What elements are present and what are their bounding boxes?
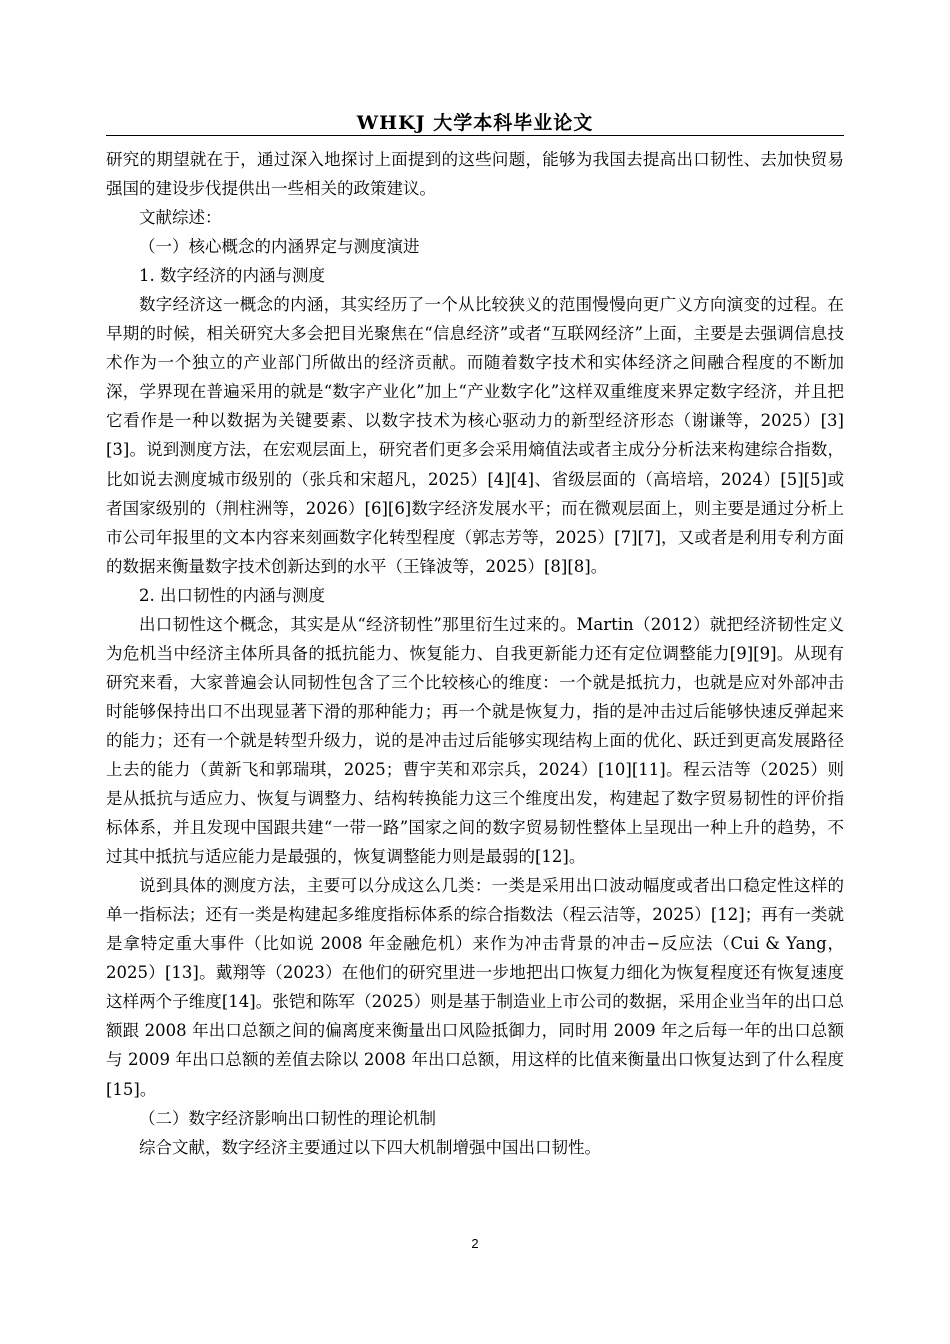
section-heading-literature-review: 文献综述： (139, 208, 222, 228)
header-divider (106, 135, 844, 136)
page-number: 2 (471, 1236, 479, 1251)
subsection-heading-2: （二）数字经济影响出口韧性的理论机制 (139, 1108, 436, 1128)
paragraph-digital-economy: 数字经济这一概念的内涵，其实经历了一个从比较狭义的范围慢慢向更广义方向演变的过程。在早期的时候，相关研究大多会把目光聚焦在“信息经济”或者“互联网经济”上面，主要是去强调信息技术作为一个独立的产业部门所做出的经济贡献。而随着数字技术和实体经济之间融合程度的不断加深，学界现在普遍采用的就是“数字产业化”加上“产业数字化”这样双重维度来界定数字经济，并且把它看作是一种以数据为关键要素、以数字技术为核心驱动力的新型经济形态（谢谦等，2025）[3][3]。说到测度方法，在宏观层面上，研究者们更多会采用熵值法或者主成分分析法来构建综合指数，比如说去测度城市级别的（张兵和宋超凡，2025）[4][4]、省级层面的（高培培，2024）[5][5]或者国家级别的（荆柱洲等，2026）[6][6]数字经济发展水平；而在微观层面上，则主要是通过分析上市公司年报里的文本内容来刻画数字化转型程度（郭志芳等，2025）[7][7]，又或者是利用专利方面的数据来衡量数字技术创新达到的水平（王锋波等，2025）[8][8]。 (106, 295, 844, 576)
paragraph-measurement-methods: 说到具体的测度方法，主要可以分成这么几类：一类是采用出口波动幅度或者出口稳定性这样的单一指标法；还有一类是构建起多维度指标体系的综合指数法（程云洁等，2025）[12]；再有一类就是拿特定重大事件（比如说 2008 年金融危机）来作为冲击背景的冲击−反应法（Cui & Yang，2025）[13]。戴翔等（2023）在他们的研究里进一步地把出口恢复力细化为恢复程度还有恢复速度这样两个子维度[14]。张铠和陈军（2025）则是基于制造业上市公司的数据，采用企业当年的出口总额跟 2008 年出口总额之间的偏离度来衡量出口风险抵御力，同时用 2009 年之后每一年的出口总额与 2009 年出口总额的差值去除以 2008 年出口总额，用这样的比值来衡量出口恢复达到了什么程度[15]。 (106, 876, 844, 1099)
sub-subsection-heading-digital-economy: 1. 数字经济的内涵与测度 (139, 266, 325, 286)
sub-subsection-heading-export-resilience: 2. 出口韧性的内涵与测度 (139, 585, 325, 605)
subsection-heading-1: （一）核心概念的内涵界定与测度演进 (139, 237, 420, 257)
paragraph-intro-end: 研究的期望就在于，通过深入地探讨上面提到的这些问题，能够为我国去提高出口韧性、去加快贸易强国的建设步伐提供出一些相关的政策建议。 (106, 150, 844, 199)
paragraph-mechanisms-intro: 综合文献，数字经济主要通过以下四大机制增强中国出口韧性。 (139, 1137, 601, 1157)
paragraph-export-resilience: 出口韧性这个概念，其实是从“经济韧性”那里衍生过来的。Martin（2012）就把经济韧性定义为危机当中经济主体所具备的抵抗能力、恢复能力、自我更新能力还有定位调整能力[9][9]。从现有研究来看，大家普遍会认同韧性包含了三个比较核心的维度：一个就是抵抗力，也就是应对外部冲击时能够保持出口不出现显著下滑的那种能力；再一个就是恢复力，指的是冲击过后能够快速反弹起来的能力；还有一个就是转型升级力，说的是冲击过后能够实现结构上面的优化、跃迁到更高发展路径上去的能力（黄新飞和郭瑞琪，2025；曹宇芙和邓宗兵，2024）[10][11]。程云洁等（2025）则是从抵抗与适应力、恢复与调整力、结构转换能力这三个维度出发，构建起了数字贸易韧性的评价指标体系，并且发现中国跟共建“一带一路”国家之间的数字贸易韧性整体上呈现出一种上升的趋势，不过其中抵抗与适应能力是最强的，恢复调整能力则是最弱的[12]。 (106, 614, 844, 867)
page-header-title: WHKJ 大学本科毕业论文 (356, 112, 594, 134)
body-text (106, 145, 844, 1162)
